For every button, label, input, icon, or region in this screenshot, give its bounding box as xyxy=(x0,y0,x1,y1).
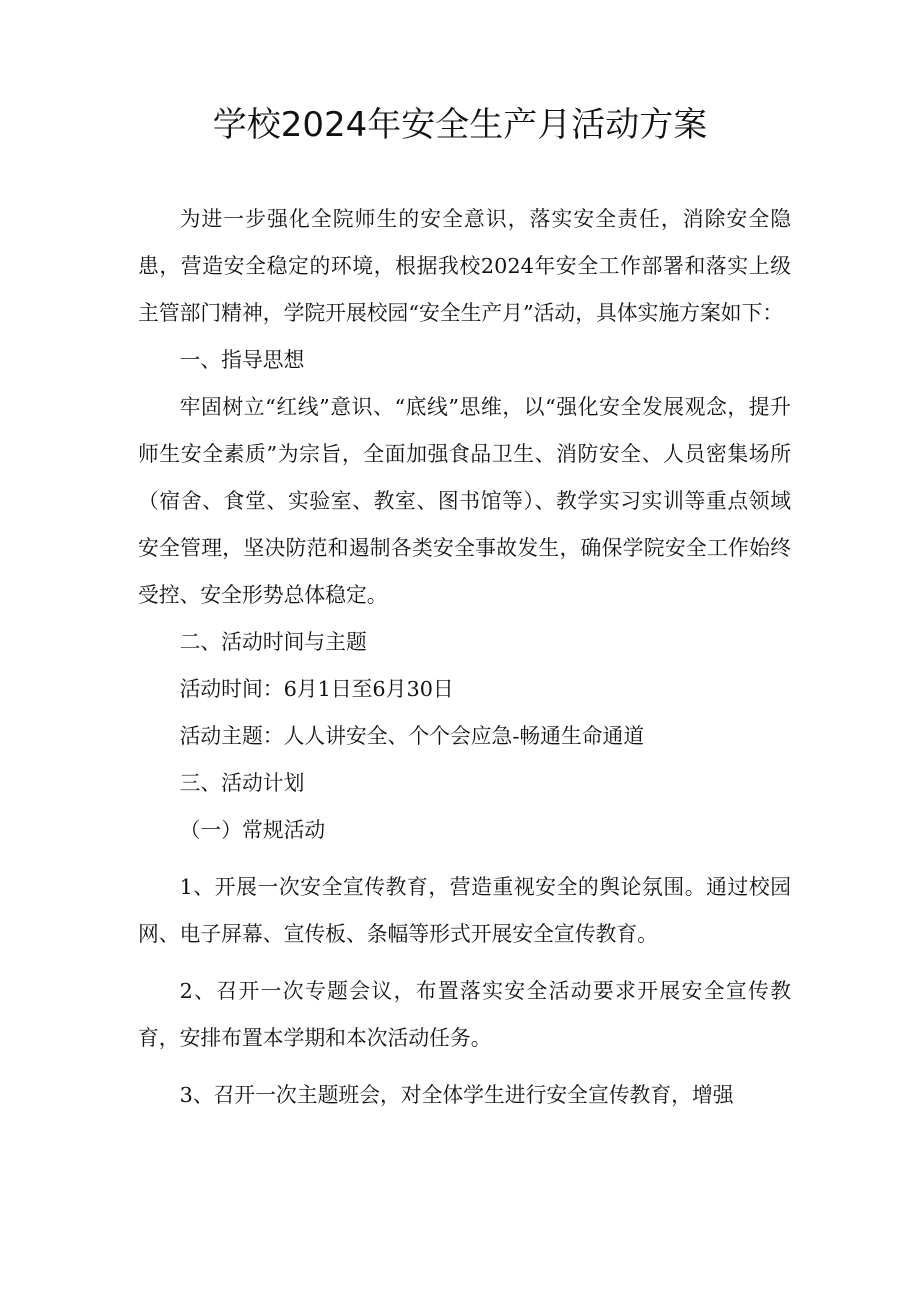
document-title: 学校2024年安全生产月活动方案 xyxy=(212,105,708,145)
guiding-ideology-paragraph: 牢固树立“红线”意识、“底线”思维，以“强化安全发展观念，提升师生安全素质”为宗旨，全面加强食品卫生、消防安全、人员密集场所（宿舍、食堂、实验室、教室、图书馆等）、教学实习实训等重点领域安全管理，坚决防范和遏制各类安全事故发生，确保学院安全工作始终受控、安全形势总体稳定。 xyxy=(138,395,791,607)
subsection-heading-regular-activities: （一）常规活动 xyxy=(179,818,326,842)
intro-paragraph: 为进一步强化全院师生的安全意识，落实安全责任，消除安全隐患，营造安全稳定的环境，根据我校2024年安全工作部署和落实上级主管部门精神，学院开展校园“安全生产月”活动，具体实施方案如下： xyxy=(138,207,791,325)
list-item-1: 1、开展一次安全宣传教育，营造重视安全的舆论氛围。通过校园网、电子屏幕、宣传板、条幅等形式开展安全宣传教育。 xyxy=(138,875,791,946)
list-item-3: 3、召开一次主题班会，对全体学生进行安全宣传教育，增强 xyxy=(179,1083,734,1107)
section-heading-time-theme: 二、活动时间与主题 xyxy=(179,630,367,654)
document-body xyxy=(138,196,791,1119)
activity-theme-line: 活动主题：人人讲安全、个个会应急-畅通生命通道 xyxy=(179,724,645,748)
list-item-2: 2、召开一次专题会议，布置落实安全活动要求开展安全宣传教育，安排布置本学期和本次活动任务。 xyxy=(138,979,791,1050)
section-heading-guiding-ideology: 一、指导思想 xyxy=(179,348,305,372)
section-heading-activity-plan: 三、活动计划 xyxy=(179,771,305,795)
activity-time-line: 活动时间：6月1日至6月30日 xyxy=(179,677,454,701)
